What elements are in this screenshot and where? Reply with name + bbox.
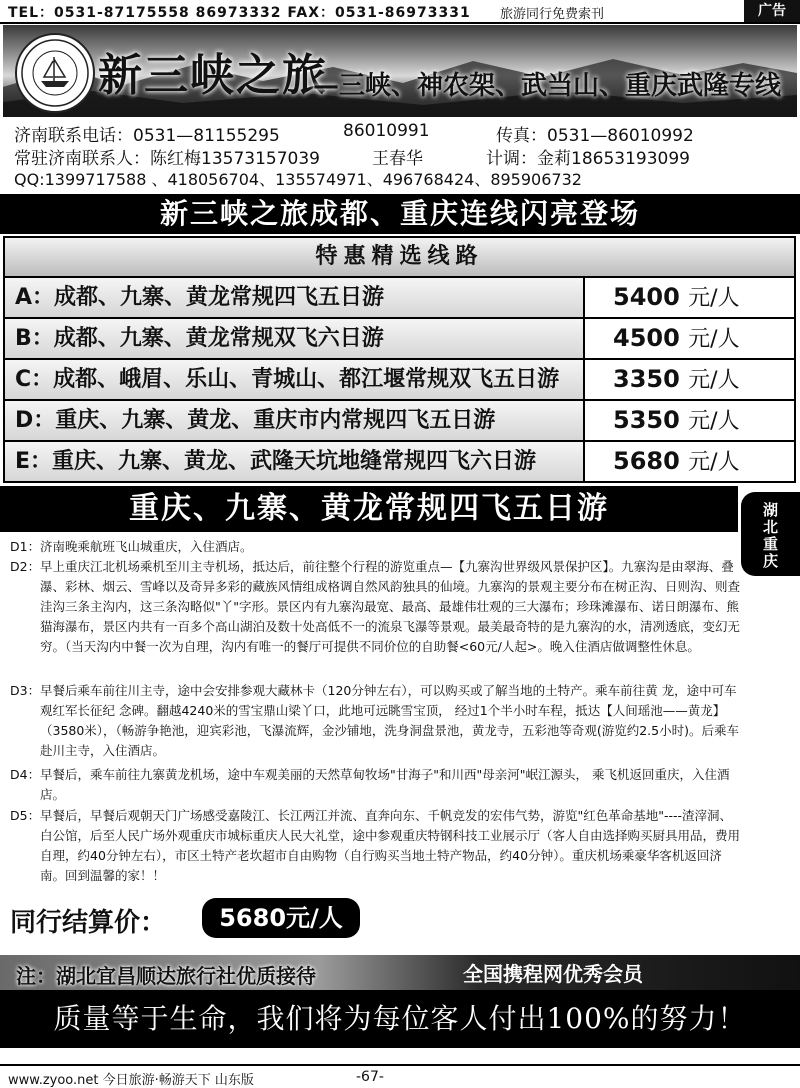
day-label: D4： bbox=[10, 767, 41, 782]
day-text: 早上重庆江北机场乘机至川主寺机场，抵达后，前往整个行程的游览重点—【九寨沟世界级风景保护区】。九寨沟是由翠海、叠瀑、彩林、烟云、雪峰以及奇异多彩的藏族风情组成格调自然风韵独具的仙境。九寨沟的景观主要分布在树正沟、日则沟、则查洼沟三条主沟内，这三条沟略似"丫"字形。景区内有九寨沟最宽、最高、最雄伟壮观的三大瀑布；珍珠滩瀑布、诺日朗瀑布、熊猫海瀑布，景区内共有一百多个高山湖泊及数十处高低不一的流泉飞瀑等景观。最美最奇特的是九寨沟的水，清冽透底，变幻无穷。（当天沟内中餐一次为自理，沟内有唯一的餐厅可提供不同价位的自助餐<60元/人起>。晚入住酒店做调整性休息。 bbox=[40, 559, 741, 654]
table-row bbox=[5, 360, 794, 401]
day-label: D5： bbox=[10, 808, 41, 823]
route-name: C：成都、峨眉、乐山、青城山、都江堰常规双飞五日游 bbox=[5, 360, 583, 399]
banner-title: 新三峡之旅 bbox=[98, 50, 328, 101]
itinerary-day bbox=[10, 557, 740, 657]
region-side-tab bbox=[741, 492, 800, 576]
operator-note: 注：湖北宜昌顺达旅行社优质接待 bbox=[16, 964, 316, 988]
day-text: 早餐后乘车前往川主寺，途中会安排参观大藏林卡（120分钟左右），可以购买或了解当地的土特产。乘车前往黄 龙，途中可车观红军长征纪 念碑。翻越4240米的雪宝鼎山梁丫口，此地可远眺雪宝顶， 经过1个半小时车程，抵达【人间瑶池——黄龙】（3580米），（畅游争艳池，迎宾彩池，飞瀑流辉，金沙铺地，洗身洞盘景池，黄龙寺，五彩池等奇观(游览约2.5小时)。后乘车赴川主寺，入住酒店。 bbox=[40, 683, 739, 758]
price-value: 3350 bbox=[613, 365, 680, 393]
tour-title-band: 重庆、九寨、黄龙常规四飞五日游 bbox=[0, 486, 738, 532]
route-name: B：成都、九寨、黄龙常规双飞六日游 bbox=[5, 319, 583, 358]
price-value: 5350 bbox=[613, 406, 680, 434]
day-label: D1： bbox=[10, 539, 41, 554]
contact-person: 常驻济南联系人：陈红梅13573157039 bbox=[14, 149, 320, 169]
routes-table bbox=[3, 236, 796, 483]
phone-line: 济南联系电话：0531—81155295 bbox=[14, 126, 280, 146]
footer-url: www.zyoo.net 今日旅游·畅游天下 山东版 bbox=[8, 1073, 254, 1088]
banner bbox=[3, 25, 797, 117]
route-price bbox=[583, 360, 794, 399]
price-unit: 元/人 bbox=[688, 327, 740, 352]
announce-band: 新三峡之旅成都、重庆连线闪亮登场 bbox=[0, 194, 800, 234]
itinerary-day bbox=[10, 537, 740, 557]
route-price bbox=[583, 278, 794, 317]
fax-line: 传真：0531—86010992 bbox=[496, 126, 694, 146]
table-row bbox=[5, 278, 794, 319]
settlement-label: 同行结算价： bbox=[10, 908, 167, 938]
day-label: D3： bbox=[10, 683, 41, 698]
itinerary-day bbox=[10, 806, 740, 886]
route-name: A：成都、九寨、黄龙常规四飞五日游 bbox=[5, 278, 583, 317]
price-value: 4500 bbox=[613, 324, 680, 352]
top-slogan: 旅游同行免费索刊 bbox=[500, 7, 605, 22]
price-unit: 元/人 bbox=[688, 409, 740, 434]
day-text: 济南晚乘航班飞山城重庆，入住酒店。 bbox=[40, 539, 253, 554]
table-row bbox=[5, 319, 794, 360]
table-row bbox=[5, 401, 794, 442]
quality-slogan: 质量等于生命，我们将为每位客人付出100%的努力！ bbox=[0, 990, 800, 1048]
phone-extra: 86010991 bbox=[343, 121, 430, 141]
top-contact: TEL：0531-87175558 86973332 FAX：0531-86973331 bbox=[8, 5, 471, 21]
price-unit: 元/人 bbox=[688, 286, 740, 311]
side-tab-label: 湖北重庆 bbox=[762, 501, 778, 570]
price-value: 5400 bbox=[613, 283, 680, 311]
contact-person-2: 王春华 bbox=[372, 149, 423, 169]
banner-subtitle: —三峡、神农架、武当山、重庆武隆专线 bbox=[313, 71, 782, 101]
page-number: -67- bbox=[356, 1069, 384, 1085]
routes-header: 特惠精选线路 bbox=[5, 238, 794, 278]
member-note: 全国携程网优秀会员 bbox=[463, 962, 643, 986]
table-row bbox=[5, 442, 794, 481]
route-price bbox=[583, 442, 794, 481]
day-text: 早餐后，早餐后观朝天门广场感受嘉陵江、长江两江并流、直奔向东、千帆竞发的宏伟气势，游览"红色革命基地"----渣滓洞、白公馆，后至人民广场外观重庆市城标重庆人民大礼堂，途中参观重庆特钢科技工业展示厅（客人自由选择购买厨具用品，费用自理，约40分钟左右），市区土特产老坎超市自由购物（自行购买当地土特产物品，约40分钟）。重庆机场乘豪华客机返回济南。回到温馨的家！！ bbox=[40, 808, 741, 883]
ad-label: 广告 bbox=[744, 0, 800, 22]
agency-logo bbox=[15, 33, 95, 113]
route-price bbox=[583, 401, 794, 440]
scheduler-contact: 计调：金莉18653193099 bbox=[486, 149, 690, 169]
day-text: 早餐后，乘车前往九寨黄龙机场，途中车观美丽的天然草甸牧场"甘海子"和川西"母亲河"岷江源头， 乘飞机返回重庆，入住酒店。 bbox=[40, 767, 730, 802]
price-unit: 元/人 bbox=[688, 368, 740, 393]
itinerary-day bbox=[10, 681, 740, 761]
route-name: D：重庆、九寨、黄龙、重庆市内常规四飞五日游 bbox=[5, 401, 583, 440]
day-label: D2： bbox=[10, 559, 41, 574]
route-price bbox=[583, 319, 794, 358]
price-unit: 元/人 bbox=[688, 450, 740, 475]
route-name: E：重庆、九寨、黄龙、武隆天坑地缝常规四飞六日游 bbox=[5, 442, 583, 481]
page-footer bbox=[0, 1064, 800, 1087]
settlement-price: 5680元/人 bbox=[202, 898, 360, 938]
qq-line: QQ:1399717588 、418056704、135574971、496768424、895906732 bbox=[14, 170, 582, 189]
itinerary-day bbox=[10, 765, 740, 805]
price-value: 5680 bbox=[613, 447, 680, 475]
top-bar bbox=[0, 0, 800, 24]
